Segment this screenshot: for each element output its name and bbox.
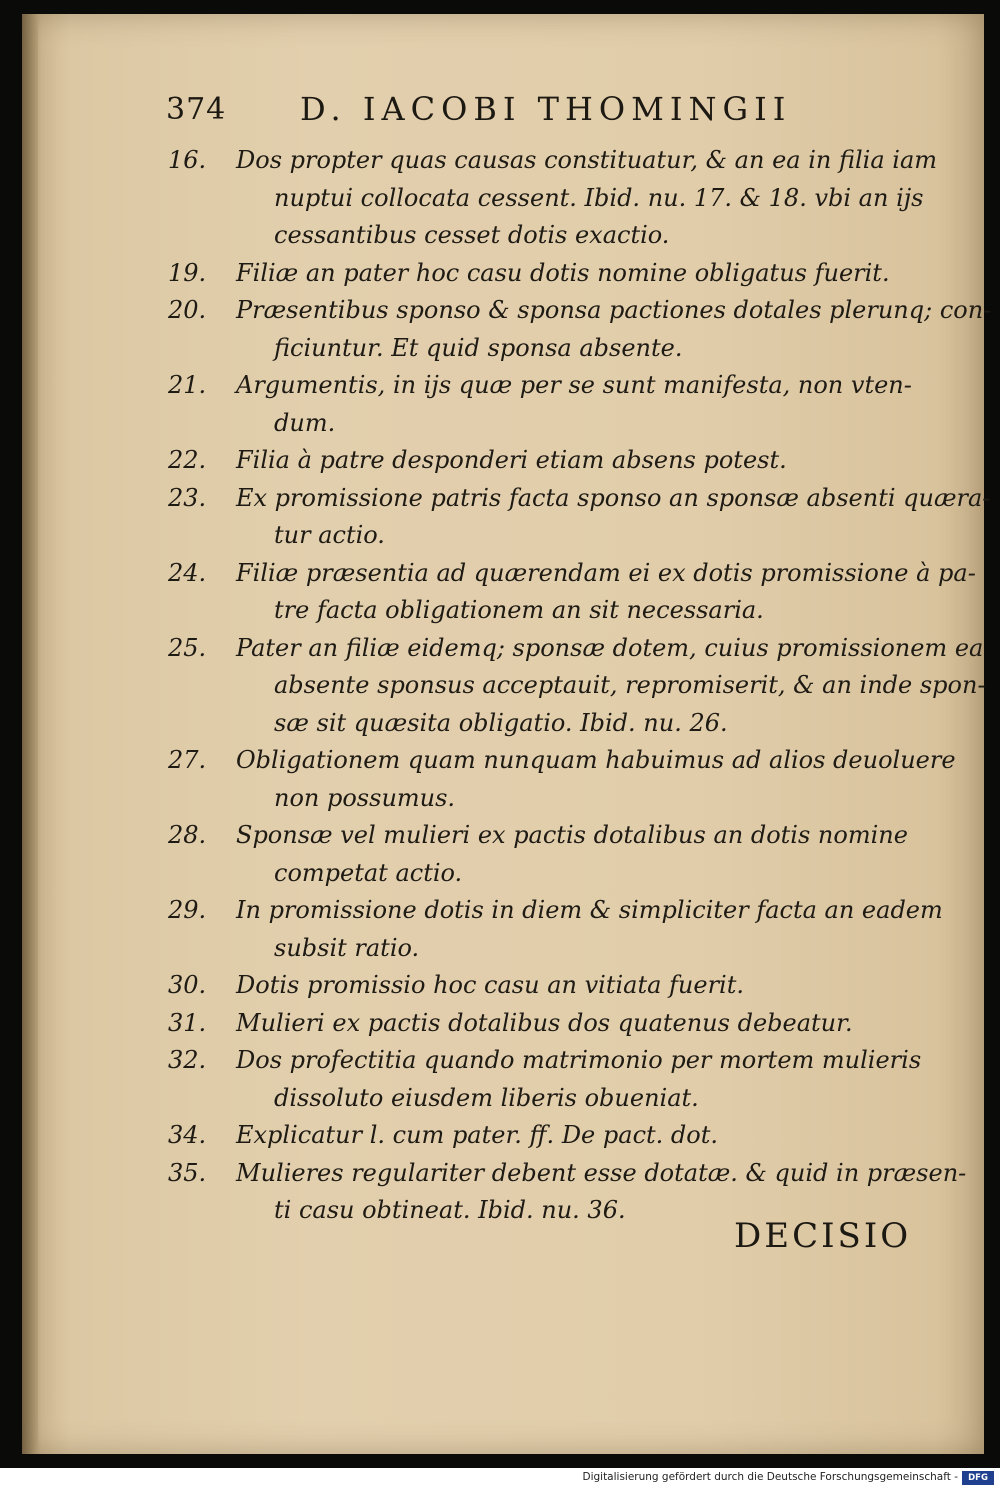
summary-entry [168, 255, 940, 293]
entry-continuation-line: nuptui collocata cessent. Ibid. nu. 17. & 18. vbi an ijs [274, 183, 924, 212]
summary-entry [168, 142, 940, 255]
entry-number: 19. [168, 258, 207, 287]
entry-number: 21. [168, 371, 207, 399]
entry-line: Mulieri ex pactis dotalibus dos quatenus debeatur. [236, 1008, 853, 1037]
summary-entry [168, 817, 940, 892]
entry-continuation-line: subsit ratio. [274, 933, 420, 962]
entry-line: Argumentis, in ijs quæ per se sunt manifesta, non vten- [236, 371, 912, 399]
entry-continuation-line: non possumus. [274, 783, 456, 812]
summary-entry [168, 967, 940, 1005]
summary-entry [168, 630, 986, 743]
entry-number: 20. [168, 296, 207, 324]
summary-entry [168, 367, 940, 442]
summary-entry [168, 1042, 940, 1117]
page-gutter-shadow [22, 14, 38, 1454]
dfg-logo: DFG [962, 1471, 994, 1485]
entry-line: Filiæ an pater hoc casu dotis nomine obligatus fuerit. [236, 258, 890, 287]
summary-entry [168, 480, 991, 555]
entry-line: Ex promissione patris facta sponso an sponsæ absenti quæra- [236, 483, 991, 512]
entry-number: 25. [168, 633, 207, 662]
entry-number: 34. [168, 1121, 207, 1149]
entry-number: 23. [168, 483, 207, 512]
summary-entry [168, 892, 943, 967]
summary-entry [168, 1005, 940, 1043]
entry-line: Filia à patre desponderi etiam absens potest. [236, 446, 787, 474]
entry-continuation-line: ficiuntur. Et quid sponsa absente. [274, 333, 683, 362]
entry-number: 24. [168, 558, 207, 587]
entry-number: 28. [168, 821, 207, 849]
entry-line: Sponsæ vel mulieri ex pactis dotalibus an dotis nomine [236, 821, 908, 849]
footer-credit: Digitalisierung gefördert durch die Deutsche Forschungsgemeinschaft - [582, 1471, 958, 1483]
entry-continuation-line: tur actio. [274, 521, 385, 549]
entry-number: 29. [168, 896, 207, 924]
entry-continuation-line: dissoluto eiusdem liberis obueniat. [274, 1083, 699, 1112]
entry-number: 32. [168, 1046, 207, 1074]
entry-number: 22. [168, 446, 207, 474]
summary-list [168, 142, 992, 1230]
entry-line: Præsentibus sponso & sponsa pactiones dotales plerunq; con- [236, 296, 992, 324]
page-number: 374 [166, 92, 227, 127]
summary-entry [168, 292, 992, 367]
entry-continuation-line: ti casu obtineat. Ibid. nu. 36. [274, 1196, 626, 1224]
entry-line: Explicatur l. cum pater. ff. De pact. dot. [236, 1121, 718, 1149]
entry-continuation-line: dum. [274, 408, 336, 437]
entry-continuation-line: sæ sit quæsita obligatio. Ibid. nu. 26. [274, 708, 728, 737]
entry-line: Dos profectitia quando matrimonio per mortem mulieris [236, 1046, 922, 1074]
entry-number: 35. [168, 1158, 207, 1187]
catchword: DECISIO [734, 1216, 912, 1256]
entry-continuation-line: tre facta obligationem an sit necessaria. [274, 596, 764, 624]
summary-entry [168, 442, 940, 480]
entry-line: Dos propter quas causas constituatur, & an ea in filia iam [236, 146, 938, 174]
entry-number: 30. [168, 971, 207, 999]
entry-number: 27. [168, 746, 207, 774]
entry-line: In promissione dotis in diem & simpliciter facta an eadem [236, 896, 943, 924]
entry-line: Mulieres regulariter debent esse dotatæ. & quid in præsen- [236, 1158, 967, 1187]
footer-bar [0, 1468, 1000, 1489]
summary-entry [168, 1117, 940, 1155]
entry-number: 16. [168, 146, 207, 174]
entry-line: Filiæ præsentia ad quærendam ei ex dotis promissione à pa- [236, 558, 976, 587]
entry-continuation-line: absente sponsus acceptauit, repromiserit, & an inde spon- [274, 671, 986, 699]
running-title: D. IACOBI THOMINGII [300, 90, 792, 128]
entry-number: 31. [168, 1008, 207, 1037]
entry-continuation-line: competat actio. [274, 858, 463, 887]
entry-continuation-line: cessantibus cesset dotis exactio. [274, 221, 670, 249]
entry-line: Dotis promissio hoc casu an vitiata fuerit. [236, 971, 744, 999]
summary-entry [168, 742, 956, 817]
entry-line: Pater an filiæ eidemq; sponsæ dotem, cuius promissionem ea [236, 633, 984, 662]
running-head [166, 88, 846, 132]
summary-entry [168, 555, 976, 630]
entry-line: Obligationem quam nunquam habuimus ad alios deuoluere [236, 746, 956, 774]
